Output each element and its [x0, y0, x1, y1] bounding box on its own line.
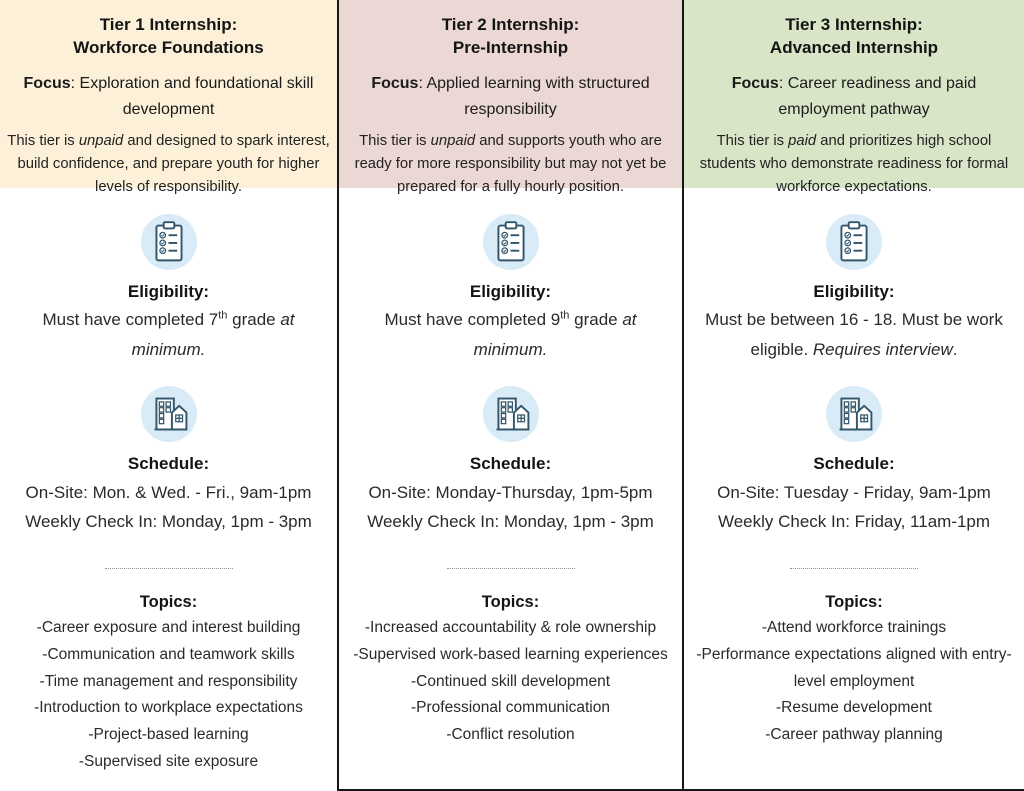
focus-text: : Exploration and foundational skill development — [70, 74, 314, 118]
schedule-text — [684, 478, 1024, 538]
elig-pre: Must have completed 9 — [384, 310, 561, 329]
topics-section — [0, 593, 337, 775]
elig-sup: th — [218, 309, 228, 322]
focus-label: Focus — [731, 74, 779, 92]
tier-description — [6, 130, 331, 199]
focus-label: Focus — [23, 74, 71, 92]
topic-item: -Continued skill development — [410, 672, 611, 690]
schedule-line-checkin: Weekly Check In: Friday, 11am-1pm — [717, 512, 991, 532]
clipboard-checklist-icon — [482, 213, 540, 271]
dotted-divider — [105, 568, 233, 569]
eligibility-text — [357, 305, 665, 366]
buildings-icon — [140, 385, 198, 443]
topic-list — [0, 615, 337, 775]
desc-pre: This tier is — [7, 133, 79, 150]
desc-italic: unpaid — [78, 133, 124, 150]
schedule-line-onsite: On-Site: Monday-Thursday, 1pm-5pm — [368, 482, 653, 502]
desc-italic: unpaid — [430, 133, 476, 150]
tier-title-line2: Workforce Foundations — [73, 38, 264, 58]
topics-heading: Topics: — [481, 593, 540, 612]
column-tier1 — [0, 0, 337, 791]
clipboard-checklist-icon — [140, 213, 198, 271]
tier-header — [339, 0, 682, 195]
eligibility-heading: Eligibility: — [813, 282, 895, 301]
elig-mid: grade — [227, 310, 281, 329]
focus-text: : Career readiness and paid employment pathway — [778, 74, 977, 118]
tier-title — [345, 13, 676, 60]
topic-list — [339, 615, 682, 748]
tier-header — [0, 0, 337, 195]
dotted-divider — [790, 568, 918, 569]
topic-item: -Introduction to workplace expectations — [34, 699, 303, 717]
elig-italic: at minimum. — [473, 310, 637, 360]
schedule-heading: Schedule: — [469, 453, 552, 473]
tier-description — [690, 130, 1018, 199]
desc-italic: paid — [788, 133, 817, 150]
schedule-text — [339, 478, 682, 538]
elig-sup: th — [560, 309, 570, 322]
topic-item: -Supervised work-based learning experiences — [353, 645, 668, 663]
focus-line — [6, 71, 331, 122]
topic-item: -Professional communication — [410, 699, 610, 717]
focus-text: : Applied learning with structured responsibility — [418, 74, 650, 118]
topic-item: -Project-based learning — [88, 725, 249, 743]
schedule-line-onsite: On-Site: Tuesday - Friday, 9am-1pm — [717, 482, 991, 502]
topic-item: -Career exposure and interest building — [36, 619, 301, 637]
desc-pre: This tier is — [359, 133, 431, 150]
schedule-line-checkin: Weekly Check In: Monday, 1pm - 3pm — [25, 512, 312, 532]
topic-item: -Career pathway planning — [765, 725, 943, 743]
topic-list — [684, 615, 1024, 748]
desc-post: and supports youth who are ready for more responsibility but may not yet be prepared for a fully hourly position. — [354, 133, 667, 195]
tier-title-line1: Tier 1 Internship: — [99, 15, 238, 34]
topic-item: -Communication and teamwork skills — [42, 645, 295, 663]
topic-item: -Increased accountability & role ownership — [364, 619, 657, 637]
schedule-text — [0, 478, 337, 538]
topics-heading: Topics: — [139, 593, 198, 612]
buildings-icon — [482, 385, 540, 443]
elig-italic: at minimum. — [131, 310, 295, 360]
elig-pre: Must be between 16 - 18. Must be work eligible. — [705, 310, 1003, 360]
clipboard-checklist-icon — [825, 213, 883, 271]
tier-description — [345, 130, 676, 199]
tier-title-line1: Tier 3 Internship: — [785, 15, 923, 34]
topic-item: -Time management and responsibility — [39, 672, 298, 690]
tier-title — [690, 13, 1018, 60]
eligibility-heading: Eligibility: — [127, 282, 210, 301]
tier-title-line2: Advanced Internship — [769, 38, 939, 58]
topic-item: -Attend workforce trainings — [761, 619, 947, 637]
schedule-heading: Schedule: — [813, 453, 895, 473]
topics-section — [339, 593, 682, 748]
topics-heading: Topics: — [825, 593, 883, 612]
focus-line — [345, 71, 676, 122]
topic-item: -Conflict resolution — [446, 725, 575, 743]
desc-post: and designed to spark interest, build confidence, and prepare youth for higher levels of responsibility. — [17, 133, 330, 195]
topic-item: -Supervised site exposure — [78, 752, 259, 770]
topic-item: -Performance expectations aligned with entry- level employment — [696, 645, 1012, 690]
focus-label: Focus — [371, 74, 419, 92]
elig-pre: Must have completed 7 — [42, 310, 219, 329]
topic-item: -Resume development — [776, 699, 932, 717]
elig-mid: grade — [569, 310, 623, 329]
eligibility-text — [700, 305, 1008, 366]
topics-section — [684, 593, 1024, 748]
tier-title-line2: Pre-Internship — [452, 38, 569, 58]
schedule-line-onsite: On-Site: Mon. & Wed. - Fri., 9am-1pm — [25, 482, 312, 502]
tier-title — [6, 13, 331, 60]
eligibility-text — [15, 305, 323, 366]
schedule-line-checkin: Weekly Check In: Monday, 1pm - 3pm — [367, 512, 654, 532]
elig-post: . — [952, 340, 958, 360]
column-tier2 — [337, 0, 684, 791]
dotted-divider — [447, 568, 575, 569]
buildings-icon — [825, 385, 883, 443]
eligibility-heading: Eligibility: — [469, 282, 552, 301]
schedule-heading: Schedule: — [127, 453, 210, 473]
tier-title-line1: Tier 2 Internship: — [441, 15, 580, 34]
elig-italic: Requires interview — [812, 340, 953, 360]
column-tier3 — [684, 0, 1024, 791]
tier-header — [684, 0, 1024, 195]
desc-pre: This tier is — [716, 133, 789, 150]
focus-line — [690, 71, 1018, 122]
desc-post: and prioritizes high school students who demonstrate readiness for formal workforce expectations. — [699, 133, 1009, 195]
